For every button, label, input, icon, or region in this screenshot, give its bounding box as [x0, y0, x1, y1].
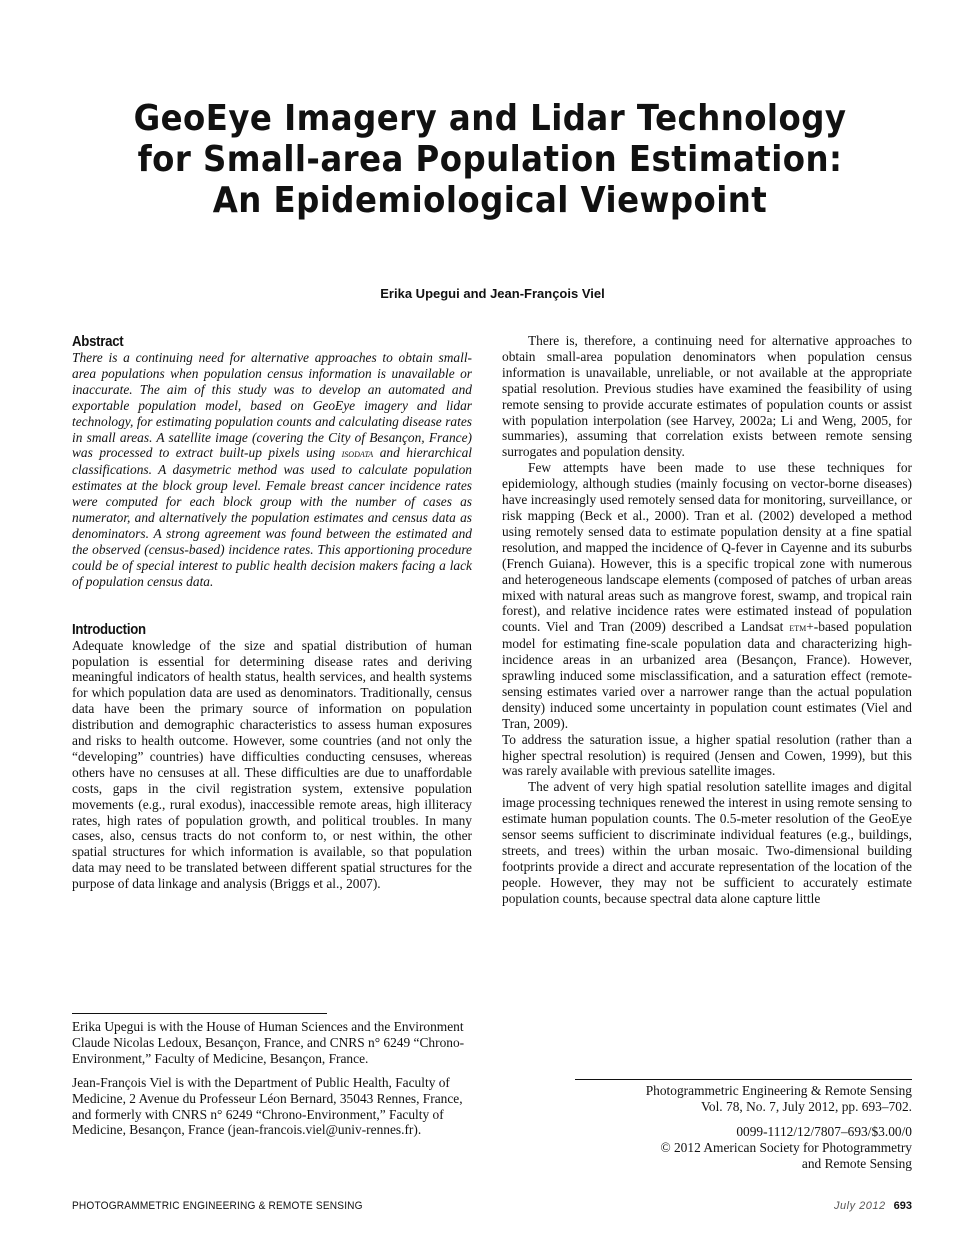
- paper-title: [103, 98, 877, 221]
- page-number: 693: [893, 1200, 912, 1212]
- abstract-isodata-term: isodata: [341, 446, 374, 461]
- body-paragraph-1: There is, therefore, a continuing need for alternative approaches to obtain small-area population denominators when population census information is unavailable, unreliable, or not available at the appropriate spatial resolution. Previous studies have examined the feasibility of using remote sensing to provide accurate estimates of population counts or assist with population interpolation (see Harvey, 2002a; Li and Weng, 2005, for summaries), assuming that correlation exists between remote sensing surrogates and population density.: [502, 333, 912, 460]
- journal-issn: 0099-1112/12/7807–693/$3.00/0: [736, 1123, 912, 1139]
- introduction-heading: Introduction: [72, 620, 146, 638]
- etm-term: etm: [789, 620, 807, 635]
- body-paragraph-4: The advent of very high spatial resolution satellite images and digital image processing techniques renewed the interest in using remote sensing to estimate human population counts. The 0.5-meter resolution of the GeoEye sensor seems sufficient to discriminate individual features (e.g., buildings, streets, and trees) within the urban mosaic. Two-dimensional building footprints provide a direct and accurate representation of the location of the people. However, they may not be sufficient to accurately estimate population counts, because spectral data alone capture little: [502, 779, 912, 906]
- title-line-3: An Epidemiological Viewpoint: [212, 180, 768, 221]
- author-line: Erika Upegui and Jean-François Viel: [380, 286, 605, 301]
- copyright-line-2: and Remote Sensing: [801, 1155, 912, 1171]
- author-footnotes: [72, 1019, 472, 1146]
- journal-name: Photogrammetric Engineering & Remote Sensing: [645, 1083, 912, 1098]
- title-line-1: GeoEye Imagery and Lidar Technology: [133, 98, 847, 139]
- abstract-text: [72, 350, 472, 590]
- footer-month: July 2012: [834, 1200, 886, 1212]
- body-paragraph-2: [502, 460, 912, 731]
- right-column: [502, 333, 912, 907]
- introduction-paragraph-1: Adequate knowledge of the size and spatial distribution of human population is essential for determining disease rates and deriving meaningful indicators of health status, health services, and health systems for which population data are used as denominators. Traditionally, census data have been the primary source of information on population distribution and demographic characteristics to assess human exposures and risks to health outcome. However, some countries (and not only the “developing” countries) have difficulties conducting censuses, whereas others have no censuses at all. These difficulties are due to unaffordable costs, gaps in the civil registration system, extensive population movements (e.g., rural exodus), inaccessible remote areas, high illiteracy rates, high rates of population growth, and political troubles. In many cases, also, census tracts do not conform to, or nest within, the other spatial structures for which information is available, so that population data may need to be translated between different spatial structures for the purpose of data linkage and analysis (Briggs et al., 2007).: [72, 637, 472, 892]
- running-footer-page: [834, 1200, 912, 1212]
- journal-citation-block: [540, 1083, 912, 1172]
- journal-info-divider: [575, 1079, 912, 1080]
- body-paragraph-3: To address the saturation issue, a higher spatial resolution (rather than a higher spectral resolution) is required (Jensen and Cowen, 1999), but this was rarely available with previous satellite images.: [502, 731, 912, 779]
- body-paragraph-2-part-1: Few attempts have been made to use these techniques for epidemiology, although studies (mainly focusing on vector-borne diseases) have increasingly used remotely sensed data for monitoring, surveillance, or risk mapping (Beck et al., 2000). Tran et al. (2002) developed a method using remotely sensed data to estimate population density at a fine spatial resolution, and mapped the incidence of Q-fever in Cayenne and its suburbs (French Guiana). However, this is a specific tropical zone with numerous and heterogeneous landscape elements (composed of patches of urban areas mixed with natural areas such as mangrove forest, swamp, and tropical rain forest), and relative incidence rates were estimated instead of population counts. Viel and Tran (2009) described a Landsat: [502, 460, 912, 635]
- abstract-text-part-1: There is a continuing need for alternative approaches to obtain small-area populations when population census information is unavailable or inaccurate. The aim of this study was to develop an automated and exportable population model, based on GeoEye imagery and lidar technology, for estimating population counts and calculating disease rates in small areas. A satellite image (covering the City of Besançon, France) was processed to extract built-up pixels using: [72, 350, 472, 461]
- abstract-text-part-2: and hierarchical classifications. A dasymetric method was used to calculate population estimates at the block group level. Female breast cancer incidence rates were computed for each block group with the number of cases as numerator, and alternatively the population estimates and census data as denominators. A strong agreement was found between the estimated and the observed (census-based) incidence rates. This apportioning procedure could be of special interest to public health decision makers facing a lack of population census data.: [72, 445, 472, 589]
- copyright-line-1: © 2012 American Society for Photogrammetry: [660, 1139, 912, 1155]
- journal-volume: Vol. 78, No. 7, July 2012, pp. 693–702.: [700, 1098, 912, 1114]
- title-line-2: for Small-area Population Estimation:: [137, 139, 843, 180]
- running-footer-journal: PHOTOGRAMMETRIC ENGINEERING & REMOTE SENSING: [72, 1200, 363, 1212]
- footnote-divider: [72, 1013, 327, 1014]
- left-column: [72, 333, 472, 892]
- footnote-upegui: Erika Upegui is with the House of Human Sciences and the Environment Claude Nicolas Ledoux, Besançon, France, and CNRS n° 6249 “Chrono-Environment,” Faculty of Medicine, Besançon, France.: [72, 1019, 465, 1066]
- abstract-heading: Abstract: [72, 333, 124, 350]
- body-paragraph-2-part-2: +-based population model for estimating fine-scale population data and characterizing high-incidence areas in an urbanized area (Besançon, France). However, sprawling induced some misclassification, and a saturation effect (remote-sensing estimates varied over a narrower range than the actual population density) induced some uncertainty in population count estimates (Viel and Tran, 2009).: [502, 619, 913, 731]
- footnote-viel: Jean-François Viel is with the Department of Public Health, Faculty of Medicine, 2 Avenue du Professeur Léon Bernard, 35043 Rennes, France, and formerly with CNRS n° 6249 “Chrono-Environment,” Faculty of Medicine, Besançon, France (jean-francois.viel@univ-rennes.fr).: [72, 1074, 463, 1138]
